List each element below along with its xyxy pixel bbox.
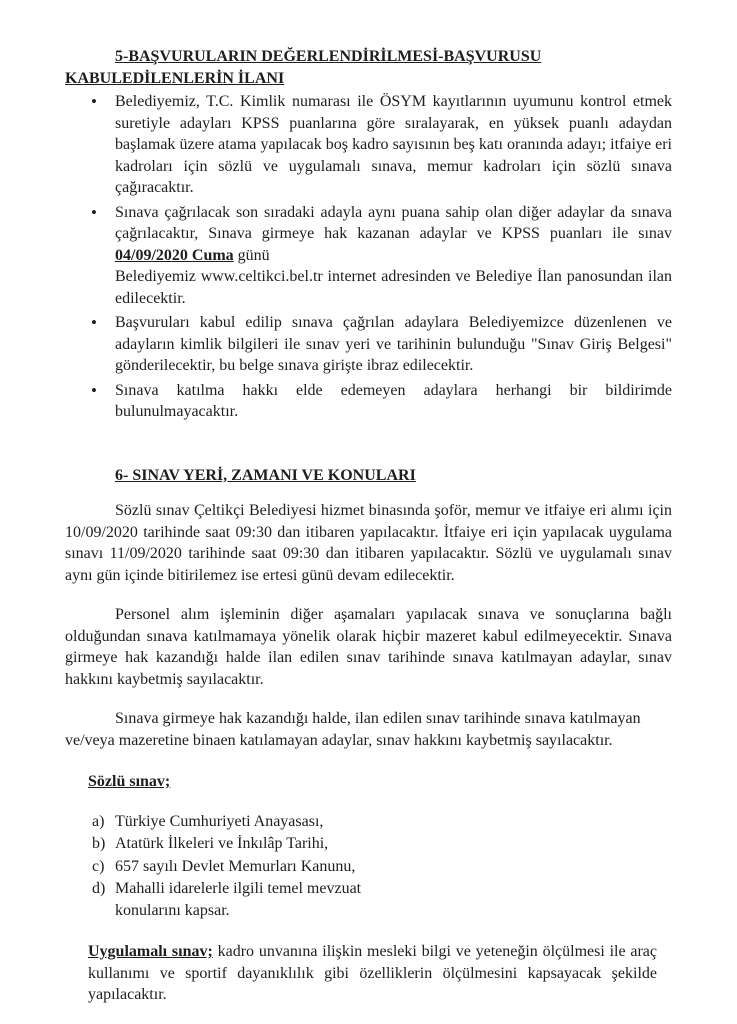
exam-announcement-date: 04/09/2020 Cuma (115, 246, 234, 264)
paragraph-practical-exam (88, 941, 657, 1006)
list-item-d-text2: konularını kapsar. (115, 901, 230, 919)
oral-exam-heading (88, 771, 672, 793)
paragraph-no-excuse: Personel alım işleminin diğer aşamaları yapılacak sınava ve sonuçlarına bağlı olduğundan sınava katılmamaya yönelik olarak hiçbir mazeret kabul edilmeyecektir. Sınava girmeye hak kazandığı halde ilan edilen sınav tarihinde sınava katılmayan adaylar, sınav hakkını kaybetmiş sayılacaktır. (65, 606, 672, 688)
practical-exam-text: kadro unvanına ilişkin mesleki bilgi ve yeteneğin ölçülmesi ile araç kullanımı ve sportif dayanıklılık gibi özelliklerin ölçülmesini kapsayacak şekilde yapılacaktır. (88, 943, 658, 1003)
list-item-d-label: d) (92, 880, 106, 897)
bullet-item-2-line-end: günü (233, 246, 270, 264)
list-item-b (65, 833, 672, 855)
bullet-item-4 (65, 380, 672, 423)
bullet-item-3-text: Başvuruları kabul edilip sınava çağrılan adaylara Belediyemizce düzenlenen ve adayların kimlik bilgileri ile sınav yeri ve tarihinin bulunduğu "Sınav Giriş Belgesi" gönderilecektir, bu belge sınava girişte ibraz edilecektir. (115, 314, 672, 374)
list-item-b-label: b) (92, 835, 106, 852)
list-item-d-text: Mahalli idarelerle ilgili temel mevzuat (115, 880, 362, 897)
list-item-a-text: Türkiye Cumhuriyeti Anayasası, (115, 812, 324, 830)
bullet-item-1-text: Belediyemiz, T.C. Kimlik numarası ile ÖSYM kayıtlarının uyumunu kontrol etmek suretiyle adayları KPSS puanlarına göre sıralayarak, en yüksek puanlı adaydan başlamak üzere atama yapılacak boş kadro sayısının beş katı oranında adayı; itfaiye eri kadroları için sözlü ve uygulamalı sınava, memur kadroları için sözlü sınava çağıracaktır. (115, 93, 672, 196)
oral-exam-topic-list (65, 811, 672, 922)
bullet-icon (91, 380, 97, 403)
section5-heading-line1: 5-BAŞVURULARIN DEĞERLENDİRİLMESİ-BAŞVURUSU (115, 48, 542, 65)
section5-heading-line2: KABULEDİLENLERİN İLANI (65, 69, 285, 87)
section6-heading-text: 6- SINAV YERİ, ZAMANI VE KONULARI (115, 466, 416, 484)
bullet-item-2-text-rest: Belediyemiz www.celtikci.bel.tr internet adresinden ve Belediye İlan panosundan ilan edilecektir. (115, 268, 672, 307)
bullet-item-2 (65, 202, 672, 310)
bullet-item-4-text: Sınava katılma hakkı elde edemeyen adaylara herhangi bir bildirimde bulunulmayacaktır. (115, 381, 672, 420)
bullet-icon (91, 312, 97, 335)
list-item-a (65, 811, 672, 833)
bullet-icon (91, 91, 97, 114)
practical-exam-lead: Uygulamalı sınav; (88, 943, 213, 960)
bullet-item-1 (65, 91, 672, 199)
section6-heading (65, 465, 672, 487)
oral-exam-heading-text: Sözlü sınav; (88, 773, 171, 790)
section5-heading (65, 46, 672, 89)
list-item-c-label: c) (92, 857, 105, 875)
paragraph-lose-right: Sınava girmeye hak kazandığı halde, ilan edilen sınav tarihinde sınava katılmayan ve/veya mazeretine binaen katılamayan adaylar, sınav hakkını kaybetmiş sayılacaktır. (65, 710, 641, 749)
list-item-c (65, 856, 672, 878)
list-item-c-text: 657 sayılı Devlet Memurları Kanunu, (115, 857, 356, 875)
list-item-a-label: a) (92, 812, 105, 830)
list-item-b-text: Atatürk İlkeleri ve İnkılâp Tarihi, (115, 835, 329, 852)
section5-bullet-list (65, 91, 672, 423)
list-item-d (65, 878, 672, 921)
bullet-item-3 (65, 312, 672, 377)
paragraph-exam-schedule: Sözlü sınav Çeltikçi Belediyesi hizmet binasında şoför, memur ve itfaiye eri alımı için 10/09/2020 tarihinde saat 09:30 dan itibaren yapılacaktır. İtfaiye eri için yapılacak uygulama sınavı 11/09/2020 tarihinde saat 09:30 dan itibaren yapılacaktır. Sözlü ve uygulamalı sınav aynı gün içinde bitirilemez ise ertesi günü devam edilecektir. (65, 502, 672, 584)
bullet-icon (91, 202, 97, 225)
bullet-item-2-text-before: Sınava çağrılacak son sıradaki adayla aynı puana sahip olan diğer adaylar da sınava çağrılacaktır, Sınava girmeye hak kazanan adaylar ve KPSS puanları ile sınav (115, 203, 672, 242)
